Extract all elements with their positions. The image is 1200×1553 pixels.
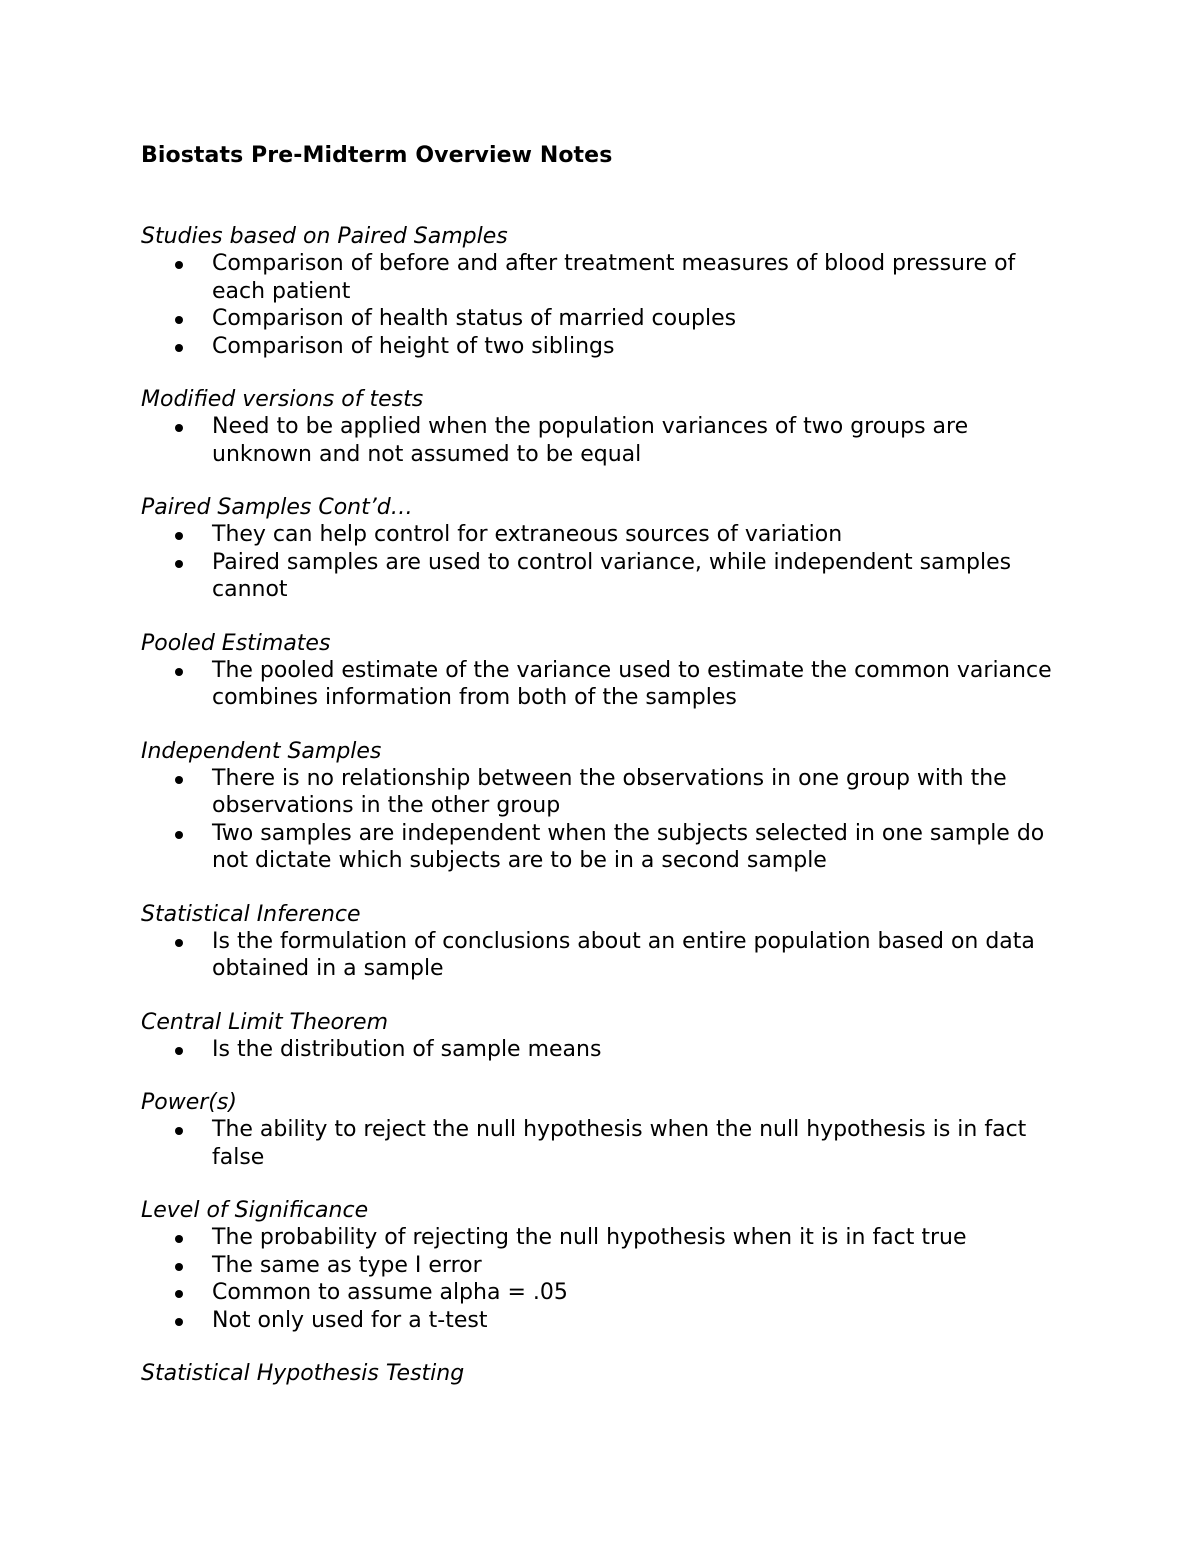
list-item-text: The ability to reject the null hypothesis when the null hypothesis is in fact false bbox=[212, 1117, 1027, 1170]
list-item-text: Paired samples are used to control variance, while independent samples cannot bbox=[212, 549, 1012, 602]
bullet-icon bbox=[175, 776, 183, 784]
list-item-text: Not only used for a t-test bbox=[212, 1307, 488, 1333]
list-item-text: They can help control for extraneous sources of variation bbox=[212, 522, 843, 547]
section-heading: Statistical Hypothesis Testing bbox=[141, 1361, 465, 1386]
list-item bbox=[141, 928, 1061, 983]
list-item bbox=[141, 1116, 1061, 1171]
bullet-icon bbox=[175, 532, 183, 540]
list-item bbox=[141, 413, 1061, 468]
bullet-icon bbox=[175, 831, 183, 839]
list-item-text: Comparison of height of two siblings bbox=[212, 333, 615, 359]
list-item-text: Comparison of health status of married couples bbox=[212, 306, 737, 331]
list-item-text: Two samples are independent when the subjects selected in one sample do not dictate which subjects are to be in a second sample bbox=[212, 820, 1045, 873]
bullet-list bbox=[141, 250, 1061, 360]
section-heading: Level of Significance bbox=[141, 1198, 369, 1223]
list-item-text: The same as type I error bbox=[212, 1252, 482, 1278]
list-item bbox=[141, 765, 1061, 820]
list-item bbox=[141, 657, 1061, 712]
list-item bbox=[141, 1036, 1061, 1064]
section-independent-samples bbox=[141, 738, 1061, 875]
bullet-list bbox=[141, 765, 1061, 875]
section-central-limit-theorem bbox=[141, 1009, 1061, 1064]
bullet-list bbox=[141, 657, 1061, 712]
bullet-list bbox=[141, 1036, 1061, 1064]
bullet-icon bbox=[175, 344, 183, 352]
list-item bbox=[141, 820, 1061, 875]
list-item bbox=[141, 250, 1061, 305]
list-item bbox=[141, 333, 1061, 361]
section-paired-samples-contd bbox=[141, 494, 1061, 604]
list-item-text: Comparison of before and after treatment measures of blood pressure of each patient bbox=[212, 251, 1016, 304]
bullet-icon bbox=[175, 1318, 183, 1326]
section-heading: Paired Samples Cont’d… bbox=[141, 495, 413, 520]
section-heading: Modified versions of tests bbox=[141, 387, 424, 412]
bullet-icon bbox=[175, 668, 183, 676]
section-modified-tests bbox=[141, 386, 1061, 468]
section-heading: Statistical Inference bbox=[141, 901, 361, 927]
section-power bbox=[141, 1089, 1061, 1171]
bullet-icon bbox=[175, 939, 183, 947]
bullet-list bbox=[141, 413, 1061, 468]
list-item-text: Need to be applied when the population variances of two groups are unknown and not assumed to be equal bbox=[212, 414, 969, 467]
section-paired-samples bbox=[141, 223, 1061, 360]
list-item-text: Is the distribution of sample means bbox=[212, 1036, 602, 1062]
list-item bbox=[141, 1279, 1061, 1307]
bullet-icon bbox=[175, 1235, 183, 1243]
section-heading: Pooled Estimates bbox=[141, 630, 331, 656]
section-heading: Central Limit Theorem bbox=[141, 1009, 389, 1035]
section-heading: Power(s) bbox=[141, 1090, 237, 1115]
bullet-list bbox=[141, 928, 1061, 983]
list-item bbox=[141, 305, 1061, 333]
list-item bbox=[141, 549, 1061, 604]
bullet-icon bbox=[175, 1290, 183, 1298]
list-item-text: Is the formulation of conclusions about an entire population based on data obtained in a sample bbox=[212, 928, 1035, 981]
section-heading: Independent Samples bbox=[141, 738, 382, 764]
document-page bbox=[141, 140, 1061, 1413]
list-item-text: The probability of rejecting the null hypothesis when it is in fact true bbox=[212, 1225, 967, 1250]
section-statistical-inference bbox=[141, 901, 1061, 983]
document-title: Biostats Pre-Midterm Overview Notes bbox=[141, 143, 613, 168]
list-item bbox=[141, 521, 1061, 549]
bullet-icon bbox=[175, 424, 183, 432]
section-level-of-significance bbox=[141, 1197, 1061, 1334]
section-hypothesis-testing bbox=[141, 1360, 1061, 1387]
list-item-text: The pooled estimate of the variance used to estimate the common variance combines information from both of the samples bbox=[212, 657, 1052, 710]
list-item-text: There is no relationship between the observations in one group with the observations in the other group bbox=[212, 765, 1007, 818]
bullet-icon bbox=[175, 1047, 183, 1055]
bullet-icon bbox=[175, 1263, 183, 1271]
list-item bbox=[141, 1224, 1061, 1252]
bullet-icon bbox=[175, 1127, 183, 1135]
bullet-list bbox=[141, 1224, 1061, 1334]
bullet-icon bbox=[175, 560, 183, 568]
section-pooled-estimates bbox=[141, 630, 1061, 712]
list-item bbox=[141, 1252, 1061, 1280]
bullet-list bbox=[141, 1116, 1061, 1171]
bullet-icon bbox=[175, 261, 183, 269]
section-heading: Studies based on Paired Samples bbox=[141, 224, 508, 249]
list-item-text: Common to assume alpha = .05 bbox=[212, 1280, 568, 1305]
bullet-icon bbox=[175, 316, 183, 324]
list-item bbox=[141, 1307, 1061, 1335]
bullet-list bbox=[141, 521, 1061, 604]
